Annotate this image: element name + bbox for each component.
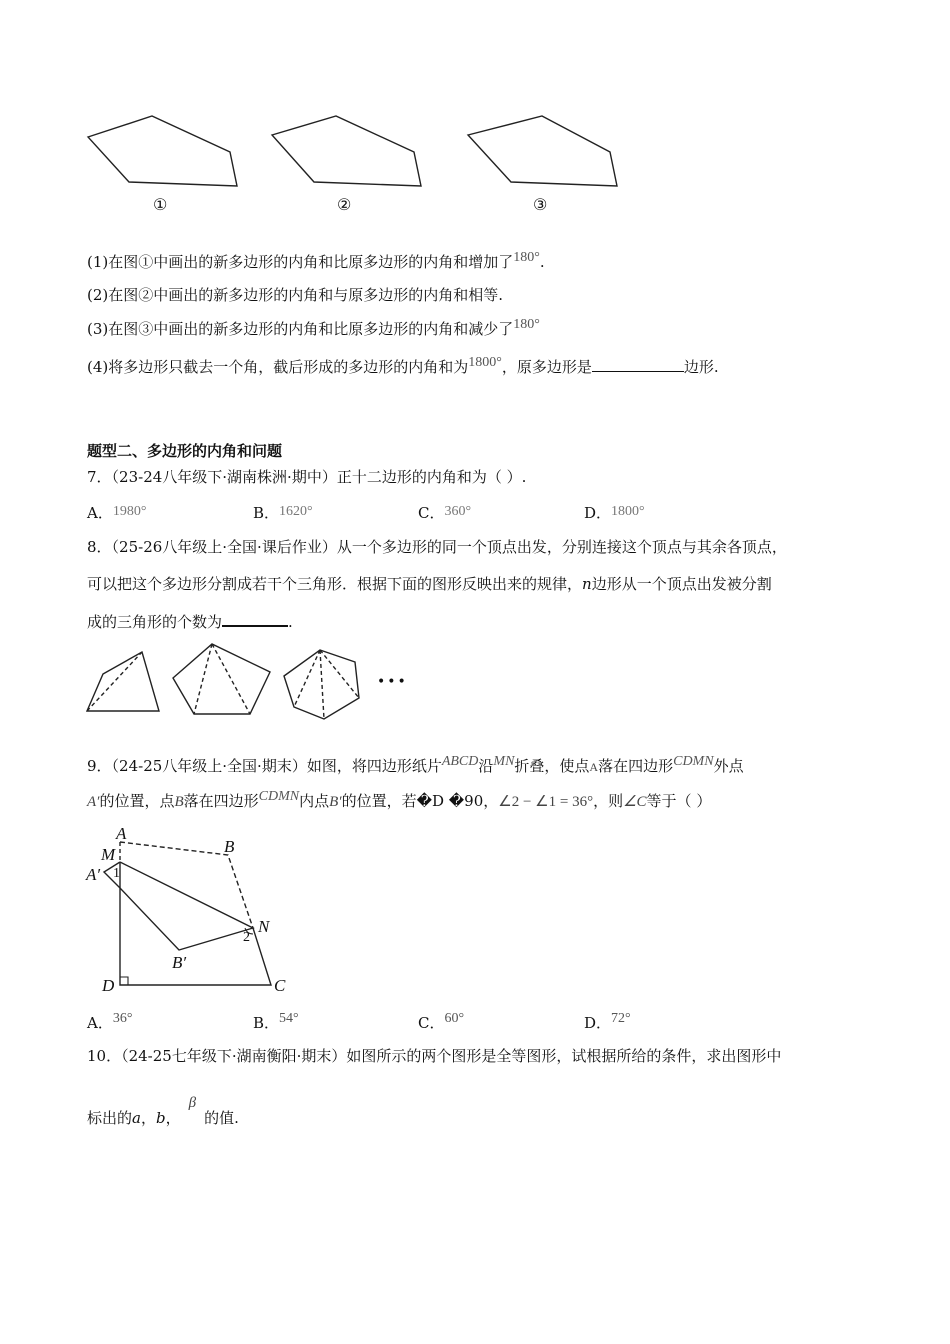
option-letter: D．: [584, 504, 612, 522]
math: ABCD: [441, 754, 479, 769]
q7-option-c[interactable]: [418, 502, 471, 523]
option-letter: B．: [253, 504, 280, 522]
text: 的位置，若: [341, 792, 417, 810]
answer-blank[interactable]: [592, 357, 684, 372]
figure-label-1: ①: [153, 195, 168, 214]
q9-option-c[interactable]: [418, 1012, 464, 1033]
text: 的值.: [204, 1109, 239, 1127]
text: 边形.: [683, 358, 719, 376]
diagonal: [320, 650, 324, 719]
math: B′: [329, 794, 342, 810]
q6-part1: [87, 252, 545, 274]
q7-option-b[interactable]: [253, 502, 313, 523]
figure-label-3: ③: [533, 195, 548, 214]
diagonal: [194, 644, 212, 714]
text: ，: [483, 792, 499, 810]
text: 沿: [478, 757, 494, 775]
math: �D �90: [416, 792, 484, 810]
point-label-c: C: [274, 976, 286, 995]
q9-option-a[interactable]: [87, 1012, 132, 1033]
option-value: 360°: [444, 504, 472, 519]
q6-part2: (2)在图②中画出的新多边形的内角和与原多边形的内角和相等.: [87, 286, 504, 304]
diagonal: [87, 652, 142, 711]
q9-option-b[interactable]: [253, 1012, 299, 1033]
text: (3)在图③中画出的新多边形的内角和比原多边形的内角和减少了: [87, 320, 514, 338]
math: B: [174, 794, 184, 810]
math: a: [132, 1109, 141, 1127]
option-value: 1800°: [611, 504, 645, 519]
text: 落在四边形: [183, 792, 259, 810]
point-label-b: B: [224, 837, 235, 856]
option-letter: B．: [253, 1014, 280, 1032]
q7-option-a[interactable]: [87, 502, 146, 523]
quadrilateral-figure: [87, 652, 159, 711]
math: CDMN: [673, 754, 714, 769]
q7-option-d[interactable]: [584, 502, 645, 523]
point-label-a-prime: A′: [86, 865, 101, 884]
option-value: 36°: [112, 1011, 133, 1026]
q7-stem: 7．（23-24八年级下·湖南株洲·期中）正十二边形的内角和为（ ）.: [87, 468, 527, 486]
q10-line2: [87, 1095, 239, 1129]
q6-part4: [87, 357, 719, 379]
q10-line1: 10．（24-25七年级下·湖南衡阳·期末）如图所示的两个图形是全等图形，试根据所给的条件，求出图形中: [87, 1047, 782, 1065]
pentagon-figure-1: [88, 116, 237, 186]
text: 落在四边形: [598, 757, 674, 775]
point-label-b-prime: B′: [172, 953, 187, 972]
text: ，: [165, 1109, 181, 1127]
q8-line2: [87, 574, 772, 594]
math: A: [589, 760, 599, 774]
option-letter: D．: [584, 1014, 612, 1032]
text: 边形从一个顶点出发被分割: [591, 575, 772, 593]
text: ，原多边形是: [501, 358, 592, 376]
q8-line3: [87, 611, 293, 632]
pentagon-figure-2: [272, 116, 421, 186]
text: 标出的: [87, 1109, 133, 1127]
pentagon-diagonal-figure: [173, 644, 270, 714]
option-letter: A．: [87, 504, 113, 522]
text: 折叠，使点: [514, 757, 590, 775]
point-label-m: M: [101, 845, 116, 864]
point-label-d: D: [102, 976, 115, 995]
q6-part3: [87, 319, 540, 341]
fold-figure: [104, 842, 271, 985]
text: 外点: [713, 757, 744, 775]
diagonal: [212, 644, 250, 714]
text: 的位置，点: [99, 792, 175, 810]
math: 180°: [513, 317, 540, 332]
option-letter: C．: [418, 504, 445, 522]
angle-label-2: 2: [243, 930, 250, 945]
text: (4)将多边形只截去一个角，截后形成的多边形的内角和为: [87, 358, 469, 376]
text: (1)在图①中画出的新多边形的内角和比原多边形的内角和增加了: [87, 253, 514, 271]
answer-blank[interactable]: [222, 611, 288, 627]
math: n: [582, 575, 592, 593]
math: 1800°: [468, 355, 502, 370]
pentagon-figure-3: [468, 116, 617, 186]
text: 成的三角形的个数为: [87, 613, 223, 631]
point-label-a: A: [116, 824, 127, 843]
math: ∠2 − ∠1 = 36°: [498, 794, 594, 810]
text: ，: [140, 1109, 156, 1127]
text: .: [288, 613, 293, 631]
q9-option-d[interactable]: [584, 1012, 631, 1033]
option-value: 1620°: [279, 504, 313, 519]
text: 9．（24-25八年级上·全国·期末）如图，将四边形纸片: [87, 757, 442, 775]
text: 可以把这个多边形分割成若干个三角形．根据下面的图形反映出来的规律，: [87, 575, 583, 593]
text: 内点: [299, 792, 330, 810]
math: 180°: [513, 250, 540, 265]
text: ，则: [593, 792, 624, 810]
math: β: [188, 1095, 197, 1111]
option-letter: A．: [87, 1014, 113, 1032]
option-value: 54°: [279, 1011, 299, 1026]
text: 等于（ ）: [646, 792, 712, 810]
ellipsis: •••: [377, 674, 408, 690]
math: ∠C: [623, 794, 647, 810]
q9-line2: [87, 791, 711, 813]
text: .: [539, 253, 545, 271]
angle-label-1: 1: [113, 866, 120, 881]
option-value: 72°: [611, 1011, 631, 1026]
math: A′: [87, 794, 100, 810]
figure-label-2: ②: [337, 195, 352, 214]
section-heading: 题型二、多边形的内角和问题: [87, 442, 283, 460]
option-letter: C．: [418, 1014, 445, 1032]
point-label-n: N: [258, 917, 270, 936]
q8-line1: 8．（25-26八年级上·全国·课后作业）从一个多边形的同一个顶点出发，分别连接这个顶点与其余各顶点，: [87, 538, 787, 556]
option-value: 60°: [444, 1011, 465, 1026]
math: MN: [493, 754, 515, 769]
option-value: 1980°: [112, 504, 147, 519]
q9-line1: [87, 756, 744, 778]
math: CDMN: [258, 789, 300, 804]
math: b: [155, 1109, 166, 1127]
